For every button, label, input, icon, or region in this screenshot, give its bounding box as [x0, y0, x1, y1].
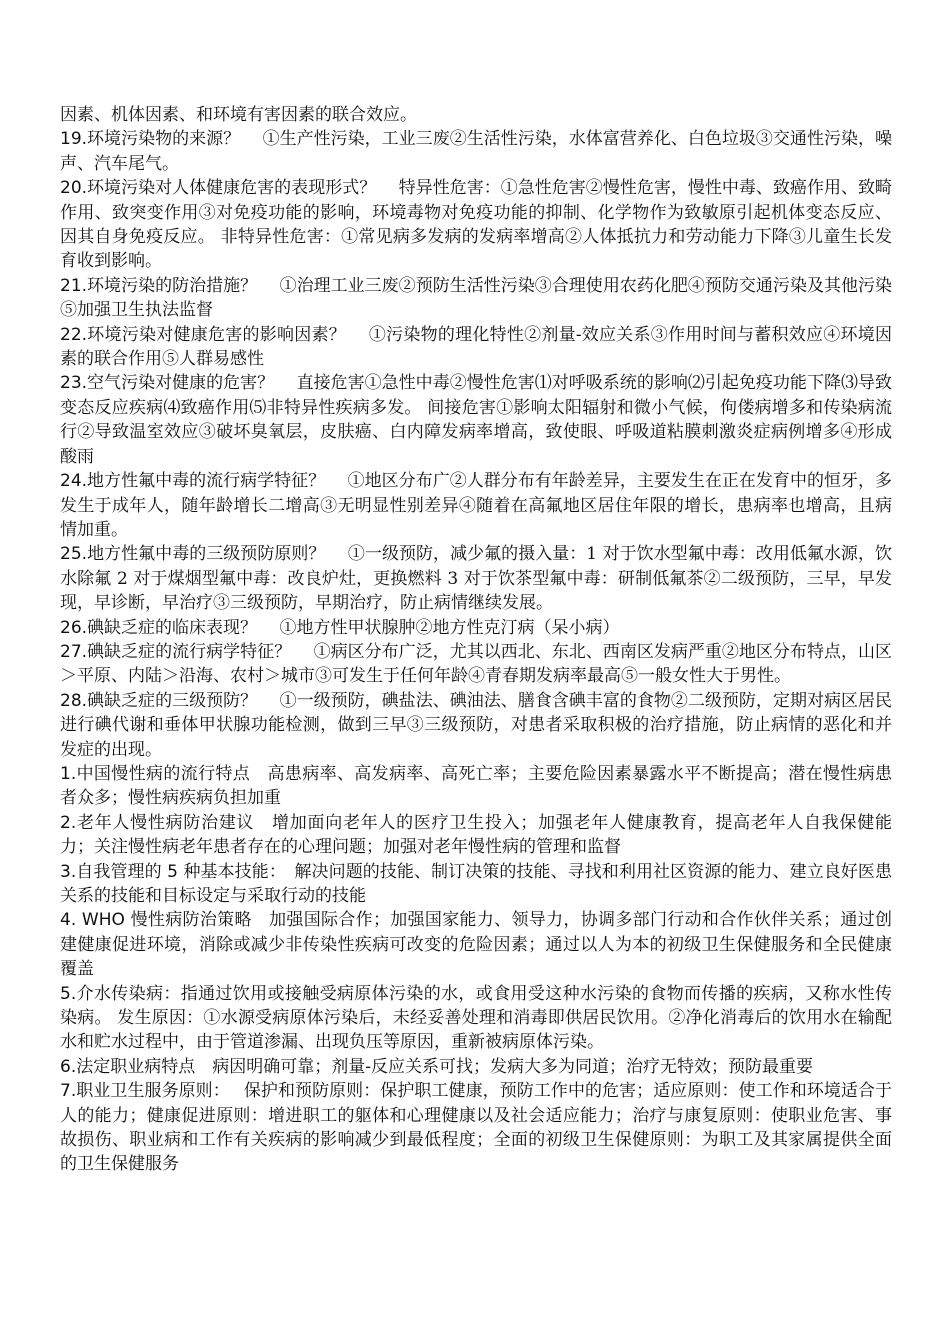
question-label: 3.自我管理的 5 种基本技能： — [60, 861, 278, 882]
paragraph-item-2 — [60, 811, 892, 860]
answer-text: ①一级预防，碘盐法、碘油法、膳食含碘丰富的食物②二级预防，定期对病区居民进行碘代谢和垂体甲状腺功能检测，做到三早③三级预防，对患者采取积极的治疗措施，防止病情的恶化和并发症的出现。 — [60, 690, 892, 760]
answer-text: ①污染物的理化特性②剂量-效应关系③作用时间与蓄积效应④环境因素的联合作用⑤人群易感性 — [60, 324, 892, 370]
answer-text: ①病区分布广泛，尤其以西北、东北、西南区发病严重②地区分布特点，山区＞平原、内陆＞沿海、农村＞城市③可发生于任何年龄④青春期发病率最高⑤一般女性大于男性。 — [60, 641, 892, 687]
question-label: 23.空气污染对健康的危害？ — [60, 373, 275, 394]
answer-text: ①一级预防，减少氟的摄入量：1 对于饮水型氟中毒：改用低氟水源，饮水除氟 2 对于煤烟型氟中毒：改良炉灶，更换燃料 3 对于饮茶型氟中毒：研制低氟茶②二级预防，三早，早发现，早诊断，早治疗③三级预防，早期治疗，防止病情继续发展。 — [60, 544, 892, 614]
question-label: 7.职业卫生服务原则： — [60, 1081, 222, 1102]
answer-text: 指通过饮用或接触受病原体污染的水，或食用受这种水污染的食物而传播的疾病，又称水性传染病。 发生原因：①水源受病原体污染后，未经妥善处理和消毒即供居民饮用。②净化消毒后的饮用水在输配水和贮水过程中，由于管道渗漏、出现负压等原因，重新被病原体污染。 — [60, 983, 892, 1053]
paragraph-q19 — [60, 127, 892, 176]
answer-text: ①地方性甲状腺肿②地方性克汀病（呆小病） — [257, 617, 620, 638]
paragraph-q26 — [60, 616, 892, 640]
paragraph-item-1 — [60, 762, 892, 811]
paragraph-item-5 — [60, 982, 892, 1055]
answer-text: 特异性危害：①急性危害②慢性危害，慢性中毒、致癌作用、致畸作用、致突变作用③对免疫功能的影响，环境毒物对免疫功能的抑制、化学物作为致敏原引起机体变态反应、因其自身免疫反应。 非特异性危害：①常见病多发病的发病率增高②人体抵抗力和劳动能力下降③儿童生长发育收到影响。 — [60, 178, 892, 272]
paragraph-item-3 — [60, 860, 892, 909]
question-label: 28.碘缺乏症的三级预防？ — [60, 690, 258, 711]
answer-text: 高患病率、高发病率、高死亡率；主要危险因素暴露水平不断提高；潜在慢性病患者众多；慢性病疾病负担加重 — [60, 763, 892, 809]
paragraph-q27 — [60, 640, 892, 689]
answer-text: 增加面向老年人的医疗卫生投入；加强老年人健康教育，提高老年人自我保健能力；关注慢性病老年患者存在的心理问题；加强对老年慢性病的管理和监督 — [60, 812, 892, 858]
answer-text: 保护和预防原则：保护职工健康，预防工作中的危害；适应原则：使工作和环境适合于人的能力；健康促进原则：增进职工的躯体和心理健康以及社会适应能力；治疗与康复原则：使职业危害、事故损伤、职业病和工作有关疾病的影响减少到最低程度；全面的初级卫生保健原则：为职工及其家属提供全面的卫生保健服务 — [60, 1081, 892, 1175]
paragraph-item-7 — [60, 1079, 892, 1177]
paragraph-item-4 — [60, 908, 892, 981]
paragraph-continuation: 因素、机体因素、和环境有害因素的联合效应。 — [60, 105, 417, 125]
question-label: 2.老年人慢性病防治建议 — [60, 812, 255, 833]
paragraph-q21 — [60, 274, 892, 323]
question-label: 25.地方性氟中毒的三级预防原则？ — [60, 544, 326, 565]
question-label: 21.环境污染的防治措施？ — [60, 275, 258, 296]
answer-text: ①地区分布广②人群分布有年龄差异，主要发生在正在发育中的恒牙，多发生于成年人，随年龄增长二增高③无明显性别差异④随着在高氟地区居住年限的增长，患病率也增高，且病情加重。 — [60, 471, 892, 540]
answer-text: 病因明确可靠；剂量-反应关系可找；发病大多为同道；治疗无特效；预防最重要 — [195, 1056, 813, 1077]
question-label: 4. WHO 慢性病防治策略 — [60, 910, 252, 931]
question-label: 5.介水传染病： — [60, 983, 181, 1004]
paragraph-q28 — [60, 689, 892, 762]
paragraph-q25 — [60, 542, 892, 615]
paragraph-q24 — [60, 469, 892, 542]
answer-text: ①生产性污染，工业三废②生活性污染，水体富营养化、白色垃圾③交通性污染，噪声、汽车尾气。 — [60, 129, 892, 174]
question-label: 26.碘缺乏症的临床表现？ — [60, 617, 258, 638]
answer-text: 加强国际合作；加强国家能力、领导力，协调多部门行动和合作伙伴关系；通过创建健康促进环境，消除或减少非传染性疾病可改变的危险因素；通过以人为本的初级卫生保健服务和全民健康覆盖 — [60, 910, 892, 980]
paragraph-q23 — [60, 371, 892, 469]
answer-text: ①治理工业三废②预防生活性污染③合理使用农药化肥④预防交通污染及其他污染⑤加强卫生执法监督 — [60, 275, 892, 321]
document-body — [60, 103, 892, 1177]
answer-text: 直接危害①急性中毒②慢性危害⑴对呼吸系统的影响⑵引起免疫功能下降⑶导致变态反应疾病⑷致癌作用⑸非特异性疾病多发。 间接危害①影响太阳辐射和微小气候，佝偻病增多和传染病流行②导致温室效应③破坏臭氧层，皮肤癌、白内障发病率增高，致使眼、呼吸道粘膜刺激炎症病例增多④形成酸雨 — [60, 373, 892, 467]
paragraph-q22 — [60, 323, 892, 372]
question-label: 24.地方性氟中毒的流行病学特征？ — [60, 471, 326, 492]
question-label: 1.中国慢性病的流行特点 — [60, 763, 251, 784]
answer-text: 解决问题的技能、制订决策的技能、寻找和利用社区资源的能力、建立良好医患关系的技能和目标设定与采取行动的技能 — [60, 861, 893, 906]
question-label: 20.环境污染对人体健康危害的表现形式？ — [60, 178, 377, 199]
paragraph-item-6 — [60, 1055, 892, 1079]
paragraph-q20 — [60, 176, 892, 274]
question-label: 22.环境污染对健康危害的影响因素？ — [60, 324, 346, 345]
question-label: 19.环境污染物的来源？ — [60, 129, 241, 150]
question-label: 6.法定职业病特点 — [60, 1056, 196, 1077]
question-label: 27.碘缺乏症的流行病学特征？ — [60, 641, 292, 662]
